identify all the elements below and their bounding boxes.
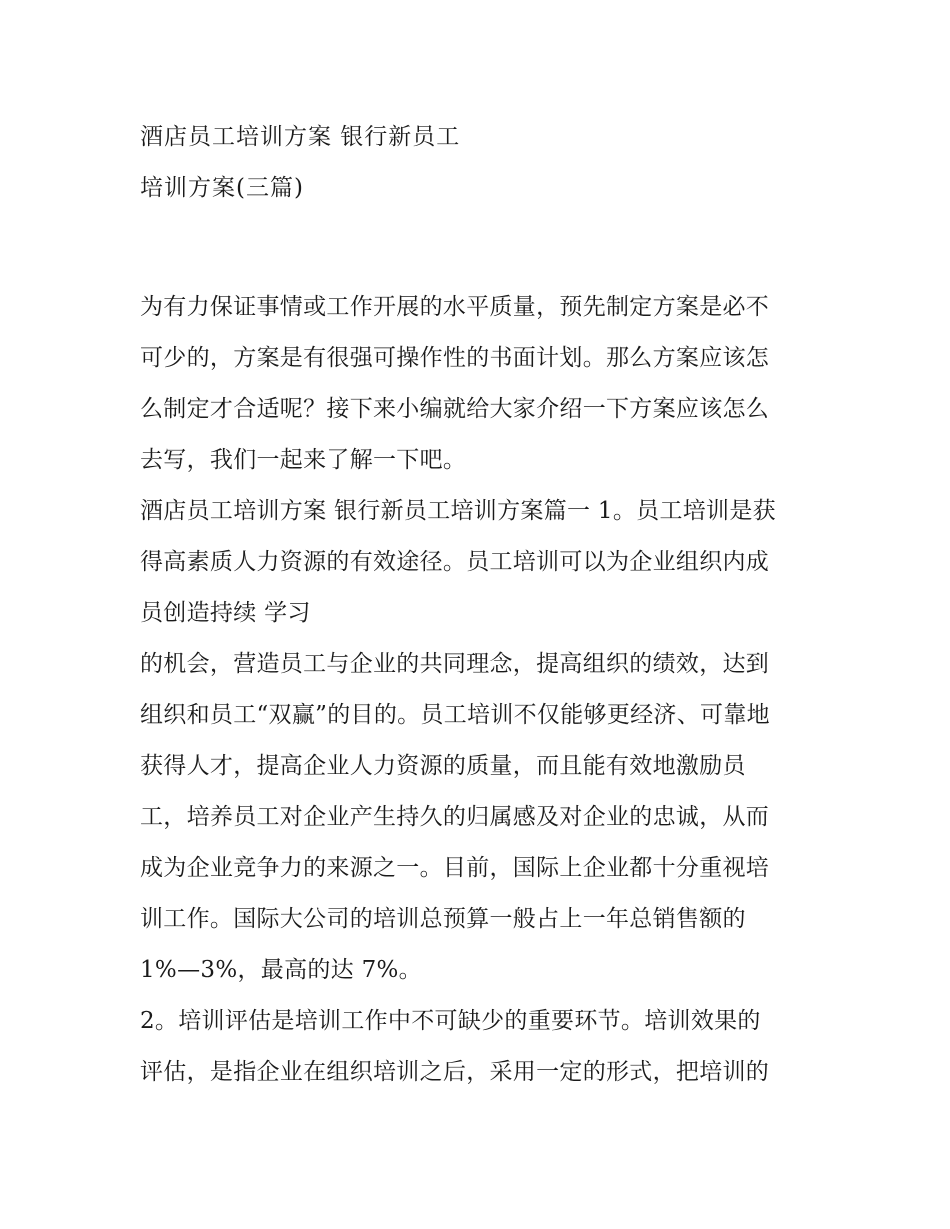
document-title (140, 112, 820, 214)
paragraph-line: 员创造持续 学习 (140, 600, 311, 626)
paragraph-line: 成为企业竞争力的来源之一。目前，国际上企业都十分重视培 (140, 855, 770, 881)
paragraph-line: 可少的，方案是有很强可操作性的书面计划。那么方案应该怎 (140, 345, 770, 371)
paragraph-line: 去写，我们一起来了解一下吧。 (140, 447, 467, 473)
paragraph-line: 的机会，营造员工与企业的共同理念，提高组织的绩效，达到 (140, 651, 770, 677)
paragraph-line: 获得人才，提高企业人力资源的质量，而且能有效地激励员 (140, 753, 746, 779)
title-line: 酒店员工培训方案 银行新员工 (140, 124, 461, 150)
paragraph-line: 工，培养员工对企业产生持久的归属感及对企业的忠诚，从而 (140, 804, 770, 830)
paragraph-line: 训工作。国际大公司的培训总预算一般占上一年总销售额的 (140, 906, 746, 932)
document-body (140, 282, 820, 1098)
paragraph-line: 1%—3%，最高的达 7%。 (140, 957, 422, 983)
paragraph-line: 2。培训评估是培训工作中不可缺少的重要环节。培训效果的 (140, 1008, 761, 1034)
paragraph-line: 得高素质人力资源的有效途径。员工培训可以为企业组织内成 (140, 549, 770, 575)
paragraph-line: 组织和员工“双赢”的目的。员工培训不仅能够更经济、可靠地 (140, 702, 770, 728)
paragraph-line: 么制定才合适呢？接下来小编就给大家介绍一下方案应该怎么 (140, 396, 770, 422)
title-line: 培训方案(三篇) (140, 175, 304, 201)
paragraph-line: 评估，是指企业在组织培训之后，采用一定的形式，把培训的 (140, 1059, 770, 1085)
paragraph-line: 为有力保证事情或工作开展的水平质量，预先制定方案是必不 (140, 294, 770, 320)
paragraph-line: 酒店员工培训方案 银行新员工培训方案篇一 1。员工培训是获 (140, 498, 776, 524)
